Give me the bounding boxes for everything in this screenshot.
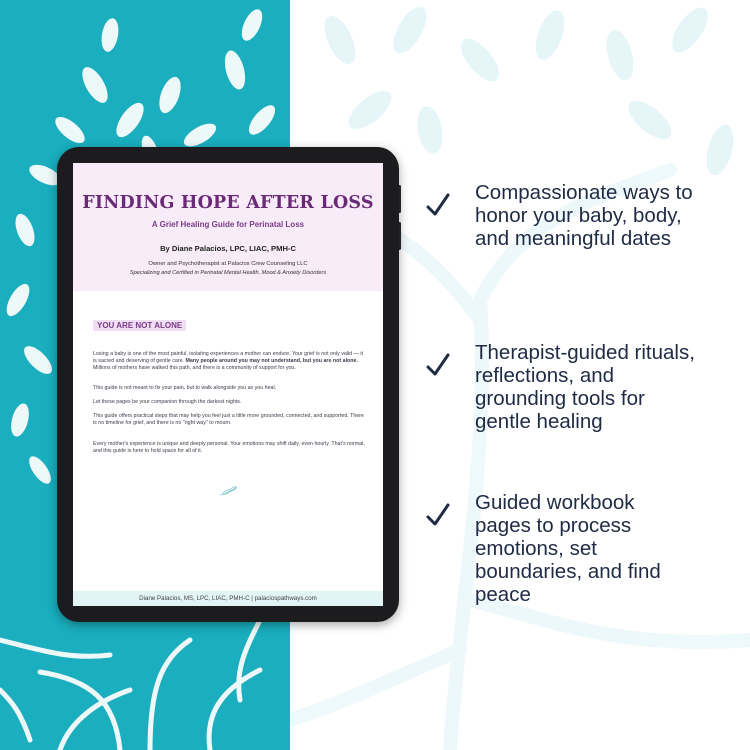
document-author: By Diane Palacios, LPC, LIAC, PMH-C <box>160 244 296 253</box>
paragraph-intro-bold: Many people around you may not understand, but you are not alone. <box>185 357 358 364</box>
tablet-screen <box>73 163 383 606</box>
paragraph-purpose: This guide is not meant to fix your pain, but to walk alongside you as you heal. <box>93 385 277 391</box>
document-header-band <box>73 163 383 291</box>
paragraph-intro-part-a: Losing a baby is one of the most painful, isolating experiences a mother can endure. Your grief is not only valid — it is sacred and deserving of gentle care. <box>93 351 364 364</box>
section-heading: YOU ARE NOT ALONE <box>93 320 186 331</box>
document-specialty-line: Specializing and Certified in Perinatal Mental Health, Mood & Anxiety Disorders <box>129 270 327 276</box>
paragraph-practical: This guide offers practical steps that may help you feel just a little more grounded, connected, and supported. There is no timeline for grief, and there is no "right way" to mourn. <box>93 413 364 426</box>
paragraph-companion: Let these pages be your companion through the darkest nights. <box>93 399 242 405</box>
leaf-ornament-icon <box>219 485 239 497</box>
checkmark-icon <box>425 503 451 527</box>
document-subtitle: A Grief Healing Guide for Perinatal Loss <box>151 220 305 229</box>
paragraph-unique: Every mother's experience is unique and deeply personal. Your emotions may shift daily, even hourly. That's normal, and this guide is here to hold space for all of it. <box>93 441 365 454</box>
tablet-device <box>57 147 399 622</box>
paragraph-intro <box>93 351 365 371</box>
checkmark-icon <box>425 353 451 377</box>
benefit-text: Compassionate ways to honor your baby, body, and meaningful dates <box>475 181 693 250</box>
document-owner-line: Owner and Psychotherapist at Palacios Crew Counseling LLC <box>148 261 308 267</box>
benefit-text: Therapist-guided rituals, reflections, and grounding tools for gentle healing <box>475 341 695 433</box>
document-title: FINDING HOPE AFTER LOSS <box>82 193 374 213</box>
benefit-text: Guided workbook pages to process emotions, set boundaries, and find peace <box>475 491 661 606</box>
document-footer: Diane Palacios, MS, LPC, LIAC, PMH-C | palaciospathways.com <box>73 591 383 606</box>
checkmark-icon <box>425 193 451 217</box>
paragraph-intro-part-c: Millions of mothers have walked this path, and there is a community of support for you. <box>93 364 296 371</box>
